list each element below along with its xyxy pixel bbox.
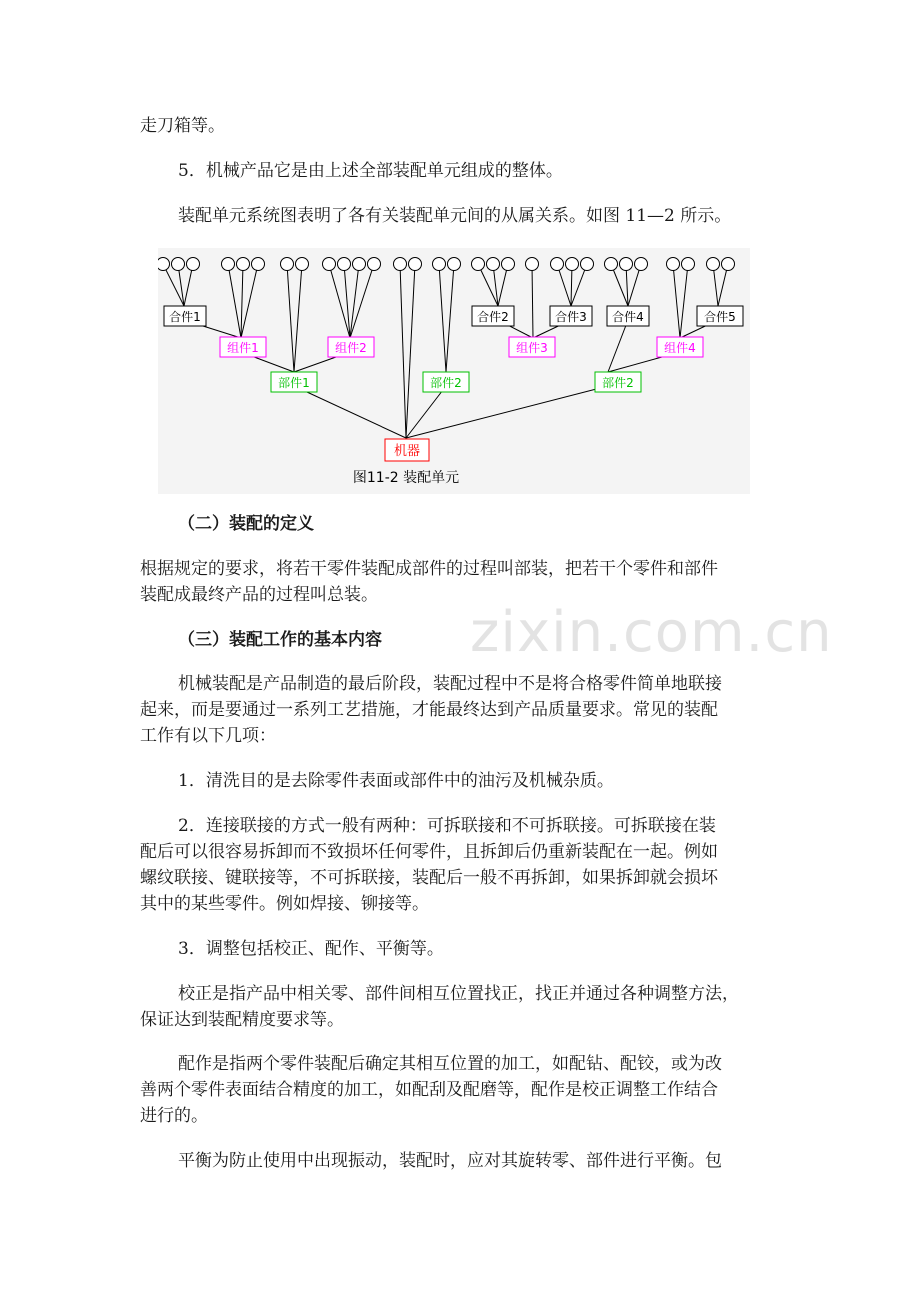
text-line: 螺纹联接、键联接等，不可拆联接，装配后一般不再拆卸，如果拆卸就会损坏 <box>140 868 718 888</box>
section-heading: （三）装配工作的基本内容 <box>178 630 382 650</box>
text-line: 装配单元系统图表明了各有关装配单元间的从属关系。如图 11—2 所示。 <box>178 206 732 226</box>
machine-label: 机器 <box>393 444 421 459</box>
text-line: 装配成最终产品的过程叫总装。 <box>140 585 378 605</box>
assembly-label: 合件4 <box>612 310 644 324</box>
part-circles <box>158 258 735 271</box>
section-heading: （二）装配的定义 <box>178 514 314 534</box>
text-line: 5．机械产品它是由上述全部装配单元组成的整体。 <box>178 161 563 181</box>
text-line: 保证达到装配精度要求等。 <box>140 1010 344 1030</box>
assembly-label: 合件3 <box>555 310 587 324</box>
text-line: 进行的。 <box>140 1106 208 1126</box>
text-line: 根据规定的要求，将若干零件装配成部件的过程叫部装，把若干个零件和部件 <box>140 559 718 579</box>
assembly-unit-diagram <box>158 248 750 494</box>
text-line: 1．清洗目的是去除零件表面或部件中的油污及机械杂质。 <box>178 771 614 791</box>
text-line: 工作有以下几项： <box>140 726 276 746</box>
text-line: 走刀箱等。 <box>140 116 225 136</box>
component-label: 组件3 <box>516 341 548 355</box>
text-line: 3．调整包括校正、配作、平衡等。 <box>178 939 444 959</box>
component-label: 组件2 <box>335 341 367 355</box>
text-line: 2．连接联接的方式一般有两种：可拆联接和不可拆联接。可拆联接在装 <box>178 816 716 836</box>
assembly-label: 合件2 <box>477 310 509 324</box>
text-line: 善两个零件表面结合精度的加工，如配刮及配磨等，配作是校正调整工作结合 <box>140 1080 718 1100</box>
part-label: 部件1 <box>278 376 310 390</box>
component-label: 组件1 <box>227 341 259 355</box>
text-line: 配作是指两个零件装配后确定其相互位置的加工，如配钻、配铰，或为改 <box>178 1054 722 1074</box>
part-label: 部件2 <box>602 376 634 390</box>
component-label: 组件4 <box>664 341 696 355</box>
assembly-label: 合件5 <box>704 310 736 324</box>
text-line: 校正是指产品中相关零、部件间相互位置找正，找正并通过各种调整方法， <box>178 984 739 1004</box>
figure-caption: 图11-2 装配单元 <box>352 470 460 486</box>
diagram-svg <box>158 248 750 494</box>
text-line: 平衡为防止使用中出现振动，装配时，应对其旋转零、部件进行平衡。包 <box>178 1151 722 1171</box>
part-label: 部件2 <box>430 376 462 390</box>
text-line: 配后可以很容易拆卸而不致损坏任何零件，且拆卸后仍重新装配在一起。例如 <box>140 842 718 862</box>
text-line: 机械装配是产品制造的最后阶段，装配过程中不是将合格零件简单地联接 <box>178 674 722 694</box>
assembly-label: 合件1 <box>169 310 201 324</box>
watermark: zixin.com.cn <box>470 600 833 665</box>
text-line: 其中的某些零件。例如焊接、铆接等。 <box>140 894 429 914</box>
text-line: 起来，而是要通过一系列工艺措施，才能最终达到产品质量要求。常见的装配 <box>140 700 718 720</box>
